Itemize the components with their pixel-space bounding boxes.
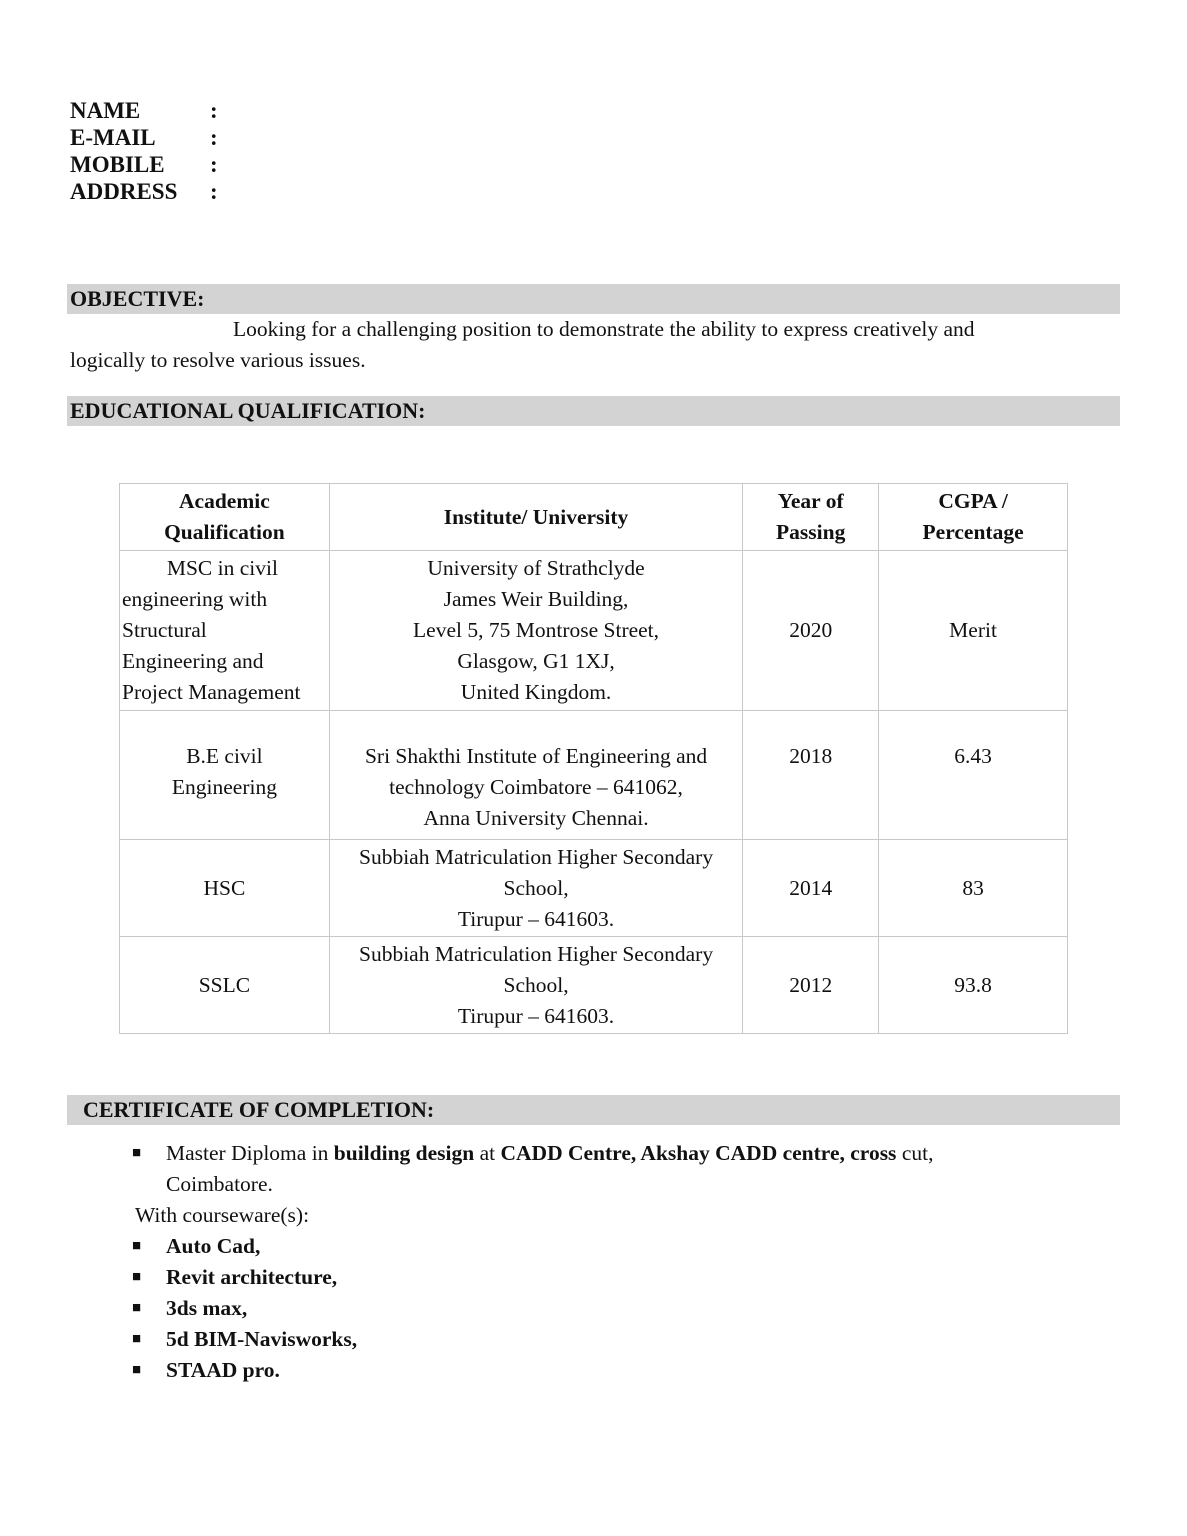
year-cell: 2012 [743,937,879,1034]
objective-heading: OBJECTIVE: [67,284,1120,314]
certificate-section [0,1138,1187,1386]
objective-text [70,314,1070,376]
bullet-icon: ■ [132,1300,142,1316]
table-row [120,711,1068,840]
score-cell: 6.43 [879,711,1068,840]
list-item: ■ Revit architecture, [0,1262,1187,1293]
list-item: ■ 5d BIM-Navisworks, [0,1324,1187,1355]
bullet-icon: ■ [132,1238,142,1254]
score-cell: 93.8 [879,937,1068,1034]
institute-cell: Subbiah Matriculation Higher Secondary School, Tirupur – 641603. [329,937,742,1034]
objective-line-2: logically to resolve various issues. [70,348,366,372]
score-cell: 83 [879,840,1068,937]
qualification-cell: SSLC [120,937,330,1034]
year-cell: 2020 [743,551,879,711]
email-label: E-MAIL [70,125,156,150]
score-cell: Merit [879,551,1068,711]
header-qualification: Academic Qualification [120,484,330,551]
contact-block [70,97,218,205]
contact-email-row [70,124,218,151]
bullet-icon: ■ [132,1362,142,1378]
contact-address-row [70,178,218,205]
table-row [120,840,1068,937]
qualification-cell: B.E civil Engineering [120,711,330,840]
bullet-icon: ■ [132,1145,142,1161]
objective-line-1: Looking for a challenging position to demonstrate the ability to express creatively and [233,317,975,341]
mobile-separator: : [210,152,218,177]
table-header-row [120,484,1068,551]
list-item: ■ Master Diploma in building design at CADD Centre, Akshay CADD centre, cross cut, Coimbatore. [0,1138,1187,1200]
address-label: ADDRESS [70,179,178,204]
table-row [120,937,1068,1034]
institute-cell: University of Strathclyde James Weir Building, Level 5, 75 Montrose Street, Glasgow, G1 1XJ, United Kingdom. [329,551,742,711]
mobile-label: MOBILE [70,152,165,177]
table-row [120,551,1068,711]
contact-name-row [70,97,218,124]
contact-mobile-row [70,151,218,178]
name-separator: : [210,98,218,123]
institute-cell: Sri Shakthi Institute of Engineering and technology Coimbatore – 641062, Anna University Chennai. [329,711,742,840]
name-label: NAME [70,98,141,123]
education-heading: EDUCATIONAL QUALIFICATION: [67,396,1120,426]
bullet-icon: ■ [132,1269,142,1285]
header-cgpa: CGPA / Percentage [879,484,1068,551]
list-item: ■ Auto Cad, [0,1231,1187,1262]
year-cell: 2018 [743,711,879,840]
year-cell: 2014 [743,840,879,937]
list-item: ■ STAAD pro. [0,1355,1187,1386]
email-separator: : [210,125,218,150]
header-year: Year of Passing [743,484,879,551]
institute-cell: Subbiah Matriculation Higher Secondary School, Tirupur – 641603. [329,840,742,937]
address-separator: : [210,179,218,204]
bullet-icon: ■ [132,1331,142,1347]
header-institute: Institute/ University [329,484,742,551]
qualification-cell: MSC in civil engineering with Structural Engineering and Project Management [120,551,330,711]
list-item: ■ 3ds max, [0,1293,1187,1324]
qualification-cell: HSC [120,840,330,937]
certificate-heading: CERTIFICATE OF COMPLETION: [67,1095,1120,1125]
education-table [119,483,1068,1034]
courseware-label: With courseware(s): [135,1203,310,1227]
